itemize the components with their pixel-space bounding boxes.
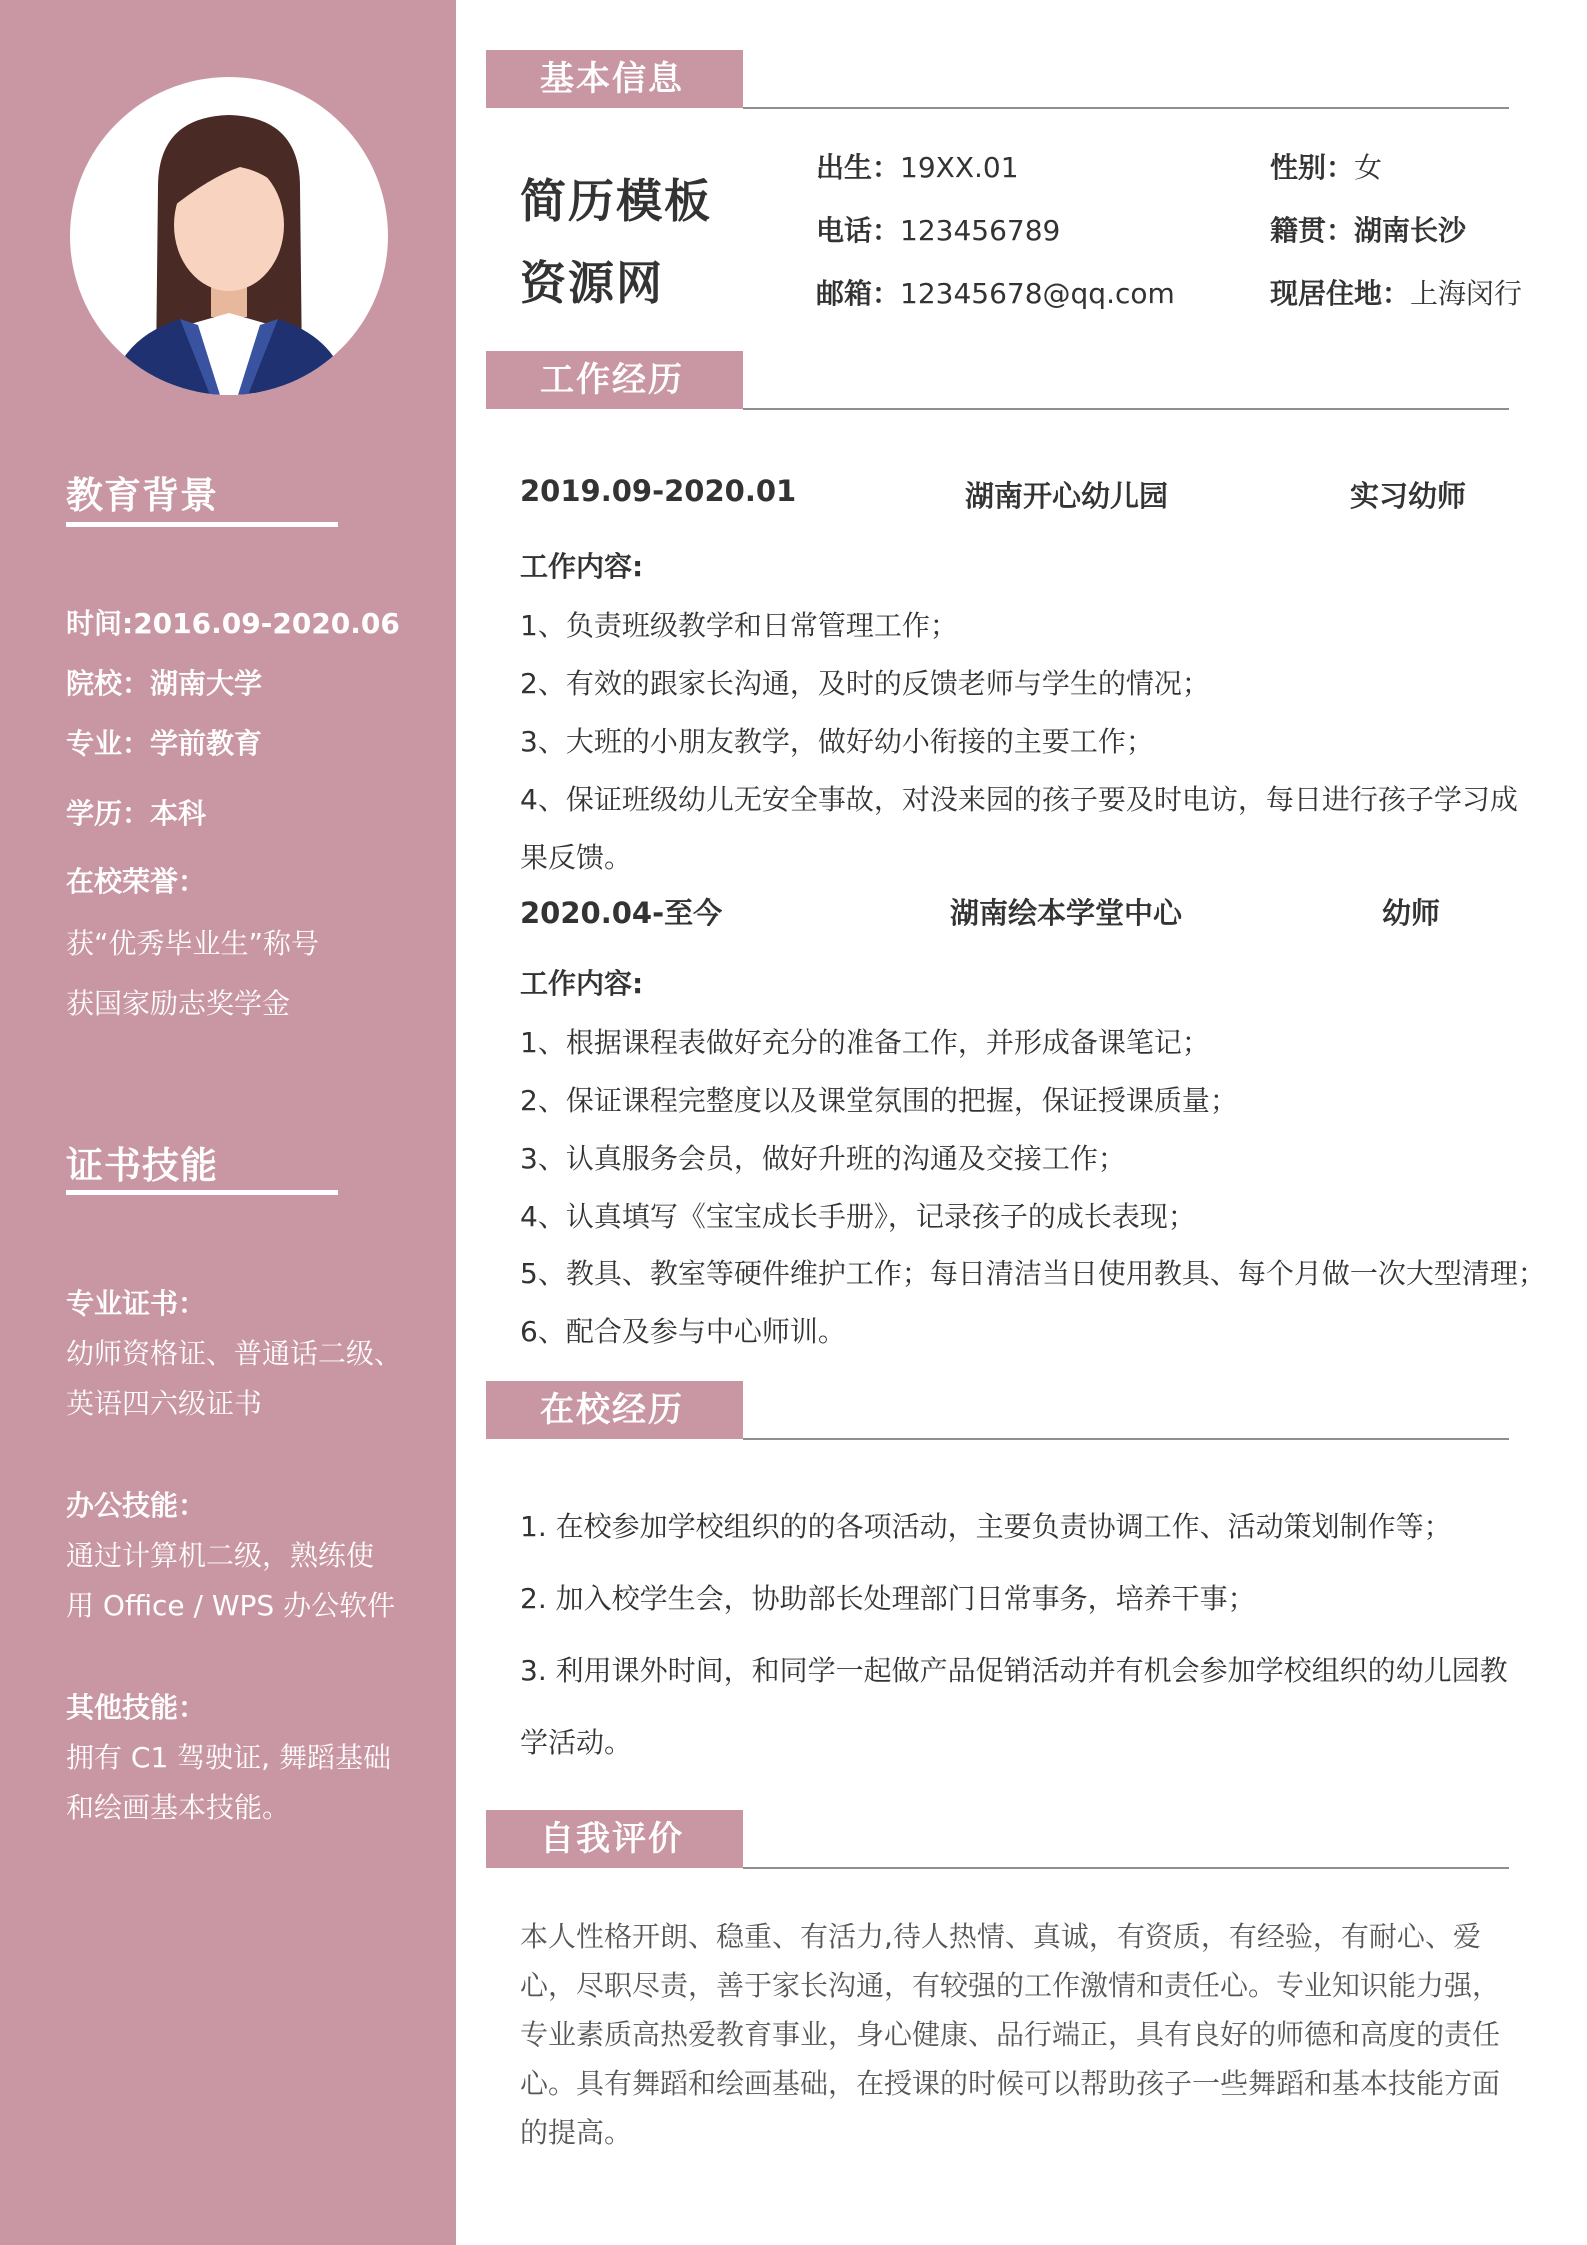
degree-label: 学历： [66,797,151,830]
job-duty: 1、根据课程表做好充分的准备工作，并形成备课笔记； [520,1026,1210,1059]
job-period: 2020.04-至今 [520,896,723,930]
job-content-label: 工作内容: [520,550,644,583]
job-company: 湖南开心幼儿园 [965,479,1169,513]
residence-label: 现居住地： [1270,277,1411,310]
other-line: 拥有 C1 驾驶证, 舞蹈基础 [66,1741,391,1774]
cert-line: 英语四六级证书 [66,1387,263,1420]
cert-label: 专业证书： [66,1287,207,1320]
work-rule [743,408,1509,410]
honor-item: 获“优秀毕业生”称号 [66,927,320,960]
honors-label: 在校荣誉： [66,865,207,898]
honor-item: 获国家励志奖学金 [66,987,291,1020]
education-degree [66,792,206,832]
education-heading-rule [66,522,338,527]
education-heading: 教育背景 [66,474,218,517]
residence-value: 上海闵行 [1410,277,1523,310]
phone-label: 电话： [816,214,901,247]
skills-heading: 证书技能 [66,1144,218,1187]
email-info [816,272,1175,312]
job-duty: 4、认真填写《宝宝成长手册》，记录孩子的成长表现； [520,1200,1196,1233]
job-company: 湖南绘本学堂中心 [950,896,1183,930]
self-eval-text: 本人性格开朗、稳重、有活力,待人热情、真诚，有资质，有经验，有耐心、爱心，尽职尽责，善于家长沟通，有较强的工作激情和责任心。专业知识能力强，专业素质高热爱教育事业，身心健康、品行端正，具有良好的师德和高度的责任心。具有舞蹈和绘画基础，在授课的时候可以帮助孩子一些舞蹈和基本技能方面的提高。 [520,1920,1501,2149]
job-duty: 1、负责班级教学和日常管理工作； [520,609,958,642]
office-label: 办公技能： [66,1489,207,1522]
job-content-label: 工作内容: [520,967,644,1000]
job-duty: 4、保证班级幼儿无安全事故，对没来园的孩子要及时电访，每日进行孩子学习成 [520,783,1518,816]
phone-value: 123456789 [900,214,1061,247]
school-item: 2. 加入校学生会，协助部长处理部门日常事务，培养干事； [520,1582,1256,1615]
residence-info [1270,272,1522,312]
name-block [520,160,712,324]
education-school [66,662,262,702]
woman-avatar-icon [70,77,388,395]
education-time [66,602,400,642]
school-item: 学活动。 [520,1726,633,1759]
job-duty: 2、有效的跟家长沟通，及时的反馈老师与学生的情况； [520,667,1210,700]
email-label: 邮箱： [816,277,901,310]
job-duty: 3、大班的小朋友教学，做好幼小衔接的主要工作； [520,725,1154,758]
cert-line: 幼师资格证、普通话二级、 [66,1337,403,1370]
birth-info [816,146,1019,186]
other-label: 其他技能： [66,1691,207,1724]
major-value: 学前教育 [150,727,263,760]
job-duty: 6、配合及参与中心师训。 [520,1315,846,1348]
school-rule [743,1438,1509,1440]
office-line: 通过计算机二级，熟练使 [66,1539,375,1572]
job-duty: 2、保证课程完整度以及课堂氛围的把握，保证授课质量； [520,1084,1238,1117]
work-heading: 工作经历 [486,351,743,409]
job-duty: 果反馈。 [520,841,633,874]
education-major [66,722,262,762]
skills-heading-rule [66,1190,338,1195]
name-line: 简历模板 [520,174,712,228]
degree-value: 本科 [150,797,207,830]
origin-info [1270,209,1466,249]
school-label: 院校： [66,667,151,700]
basic-info-heading: 基本信息 [486,50,743,108]
birth-value: 19XX.01 [900,151,1019,184]
basic-info-rule [743,107,1509,109]
name-line: 资源网 [520,256,664,310]
job-role: 幼师 [1382,896,1441,930]
sidebar [0,0,456,2245]
birth-label: 出生： [816,151,901,184]
job-role: 实习幼师 [1350,479,1467,513]
major-label: 专业： [66,727,151,760]
origin-value: 湖南长沙 [1354,214,1467,247]
other-line: 和绘画基本技能。 [66,1791,291,1824]
gender-value: 女 [1354,151,1383,184]
gender-label: 性别： [1270,151,1355,184]
job-period: 2019.09-2020.01 [520,474,797,508]
self-eval-heading: 自我评价 [486,1810,743,1868]
gender-info [1270,146,1382,186]
job-duty: 5、教具、教室等硬件维护工作；每日清洁当日使用教具、每个月做一次大型清理； [520,1257,1546,1290]
school-item: 1. 在校参加学校组织的的各项活动，主要负责协调工作、活动策划制作等； [520,1510,1452,1543]
self-eval-rule [743,1867,1509,1869]
office-line: 用 Office / WPS 办公软件 [66,1589,396,1622]
phone-info [816,209,1060,249]
time-value: 2016.09-2020.06 [133,607,400,640]
school-heading: 在校经历 [486,1381,743,1439]
origin-label: 籍贯： [1270,214,1355,247]
time-label: 时间: [66,607,134,640]
school-item: 3. 利用课外时间，和同学一起做产品促销活动并有机会参加学校组织的幼儿园教 [520,1654,1508,1687]
job-duty: 3、认真服务会员，做好升班的沟通及交接工作； [520,1142,1126,1175]
school-value: 湖南大学 [150,667,263,700]
avatar [70,77,388,395]
email-value: 12345678@qq.com [900,277,1175,310]
